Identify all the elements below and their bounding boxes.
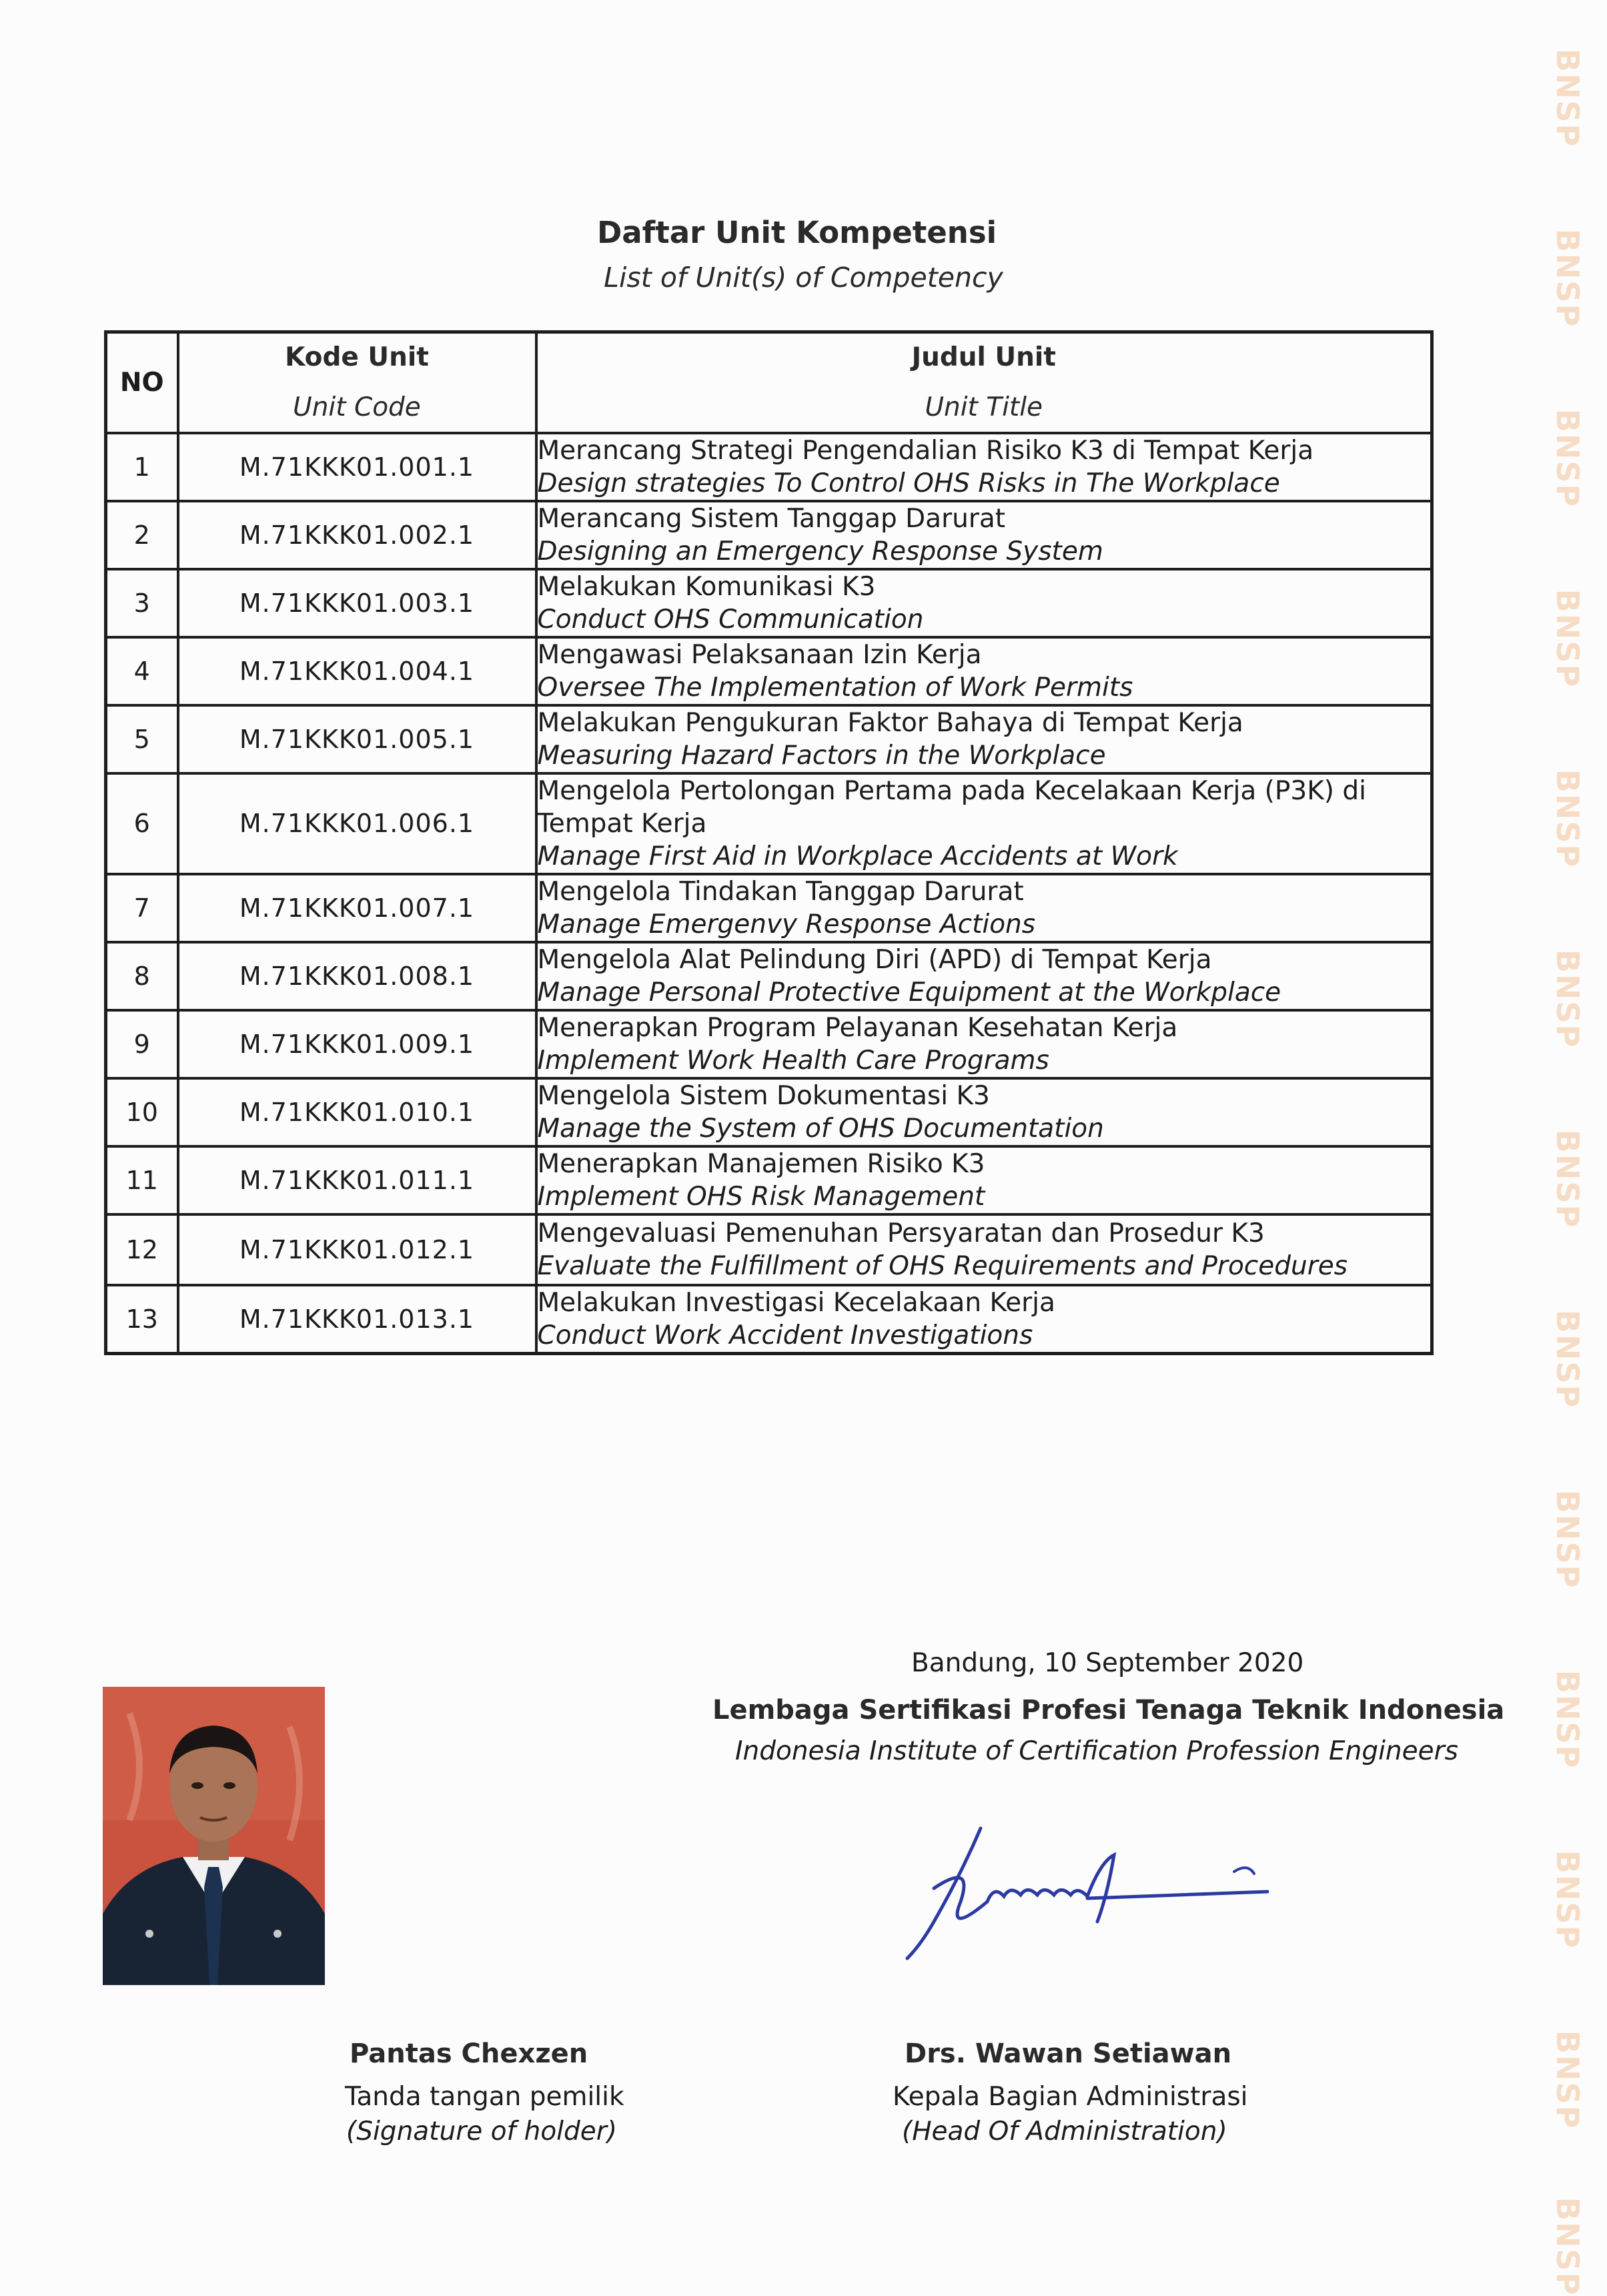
unit-code: M.71KKK01.013.1 — [178, 1285, 536, 1354]
unit-title — [536, 1285, 1432, 1354]
watermark-text: BNSP — [1550, 48, 1586, 148]
unit-title-en: Manage First Aid in Workplace Accidents at Work — [537, 841, 1178, 871]
unit-title-en: Design strategies To Control OHS Risks in The Workplace — [537, 468, 1280, 498]
row-no: 7 — [106, 874, 178, 942]
unit-code: M.71KKK01.004.1 — [178, 637, 536, 705]
unit-title-en: Measuring Hazard Factors in the Workplace — [537, 740, 1106, 771]
handwritten-signature — [894, 1822, 1307, 1968]
unit-code: M.71KKK01.012.1 — [178, 1214, 536, 1285]
issuer-org-name-en: Indonesia Institute of Certification Profession Engineers — [735, 1736, 1458, 1766]
holder-portrait-illustration — [103, 1687, 325, 1985]
holder-role-en: (Signature of holder) — [346, 2117, 618, 2147]
row-no: 13 — [106, 1285, 178, 1354]
watermark-text: BNSP — [1550, 1309, 1586, 1409]
page-subtitle: List of Unit(s) of Competency — [604, 262, 1003, 294]
row-no: 6 — [106, 773, 178, 874]
page-title — [0, 215, 1607, 250]
watermark-text: BNSP — [1550, 1669, 1586, 1770]
row-no: 3 — [106, 569, 178, 637]
unit-title-en: Implement Work Health Care Programs — [537, 1045, 1049, 1076]
unit-title-id: Merancang Sistem Tanggap Darurat — [537, 503, 1006, 534]
header-code-label: Kode Unit — [285, 342, 429, 373]
unit-title-en: Manage the System of OHS Documentation — [537, 1113, 1104, 1144]
unit-title-id: Melakukan Investigasi Kecelakaan Kerja — [537, 1287, 1055, 1318]
table-row — [106, 569, 1432, 637]
unit-title — [536, 1146, 1432, 1214]
unit-code: M.71KKK01.003.1 — [178, 569, 536, 637]
unit-title-id: Mengelola Pertolongan Pertama pada Kecelakaan Kerja (P3K) di Tempat Kerja — [537, 775, 1366, 839]
table-row — [106, 501, 1432, 569]
table-header-row — [106, 332, 1432, 433]
watermark-text: BNSP — [1550, 1850, 1586, 1950]
unit-title — [536, 433, 1432, 501]
watermark-text: BNSP — [1550, 2030, 1586, 2130]
header-title-label-en: Unit Title — [925, 392, 1043, 423]
table-row — [106, 1214, 1432, 1285]
header-no: NO — [106, 332, 178, 433]
unit-title-en: Designing an Emergency Response System — [537, 536, 1103, 566]
table-row — [106, 1146, 1432, 1214]
unit-title — [536, 637, 1432, 705]
watermark-text: BNSP — [1550, 589, 1586, 689]
unit-title-en: Implement OHS Risk Management — [537, 1181, 985, 1212]
unit-title-id: Melakukan Komunikasi K3 — [537, 571, 876, 602]
table-row — [106, 942, 1432, 1010]
unit-title-id: Melakukan Pengukuran Faktor Bahaya di Tempat Kerja — [537, 707, 1243, 738]
unit-title — [536, 1214, 1432, 1285]
unit-code: M.71KKK01.005.1 — [178, 705, 536, 773]
unit-title-id: Menerapkan Manajemen Risiko K3 — [537, 1148, 985, 1179]
watermark-text: BNSP — [1550, 949, 1586, 1049]
table-row — [106, 1285, 1432, 1354]
unit-title — [536, 874, 1432, 942]
unit-title-en: Oversee The Implementation of Work Permits — [537, 672, 1133, 703]
unit-title — [536, 705, 1432, 773]
unit-title-en: Manage Personal Protective Equipment at the Workplace — [537, 977, 1281, 1008]
unit-title — [536, 942, 1432, 1010]
row-no: 5 — [106, 705, 178, 773]
table-row — [106, 1078, 1432, 1146]
header-title — [536, 332, 1432, 433]
row-no: 1 — [106, 433, 178, 501]
unit-title-id: Mengelola Sistem Dokumentasi K3 — [537, 1080, 990, 1111]
holder-photo — [103, 1687, 325, 1985]
unit-code: M.71KKK01.009.1 — [178, 1010, 536, 1078]
unit-code: M.71KKK01.010.1 — [178, 1078, 536, 1146]
unit-title-id: Mengelola Alat Pelindung Diri (APD) di Tempat Kerja — [537, 944, 1212, 975]
unit-code: M.71KKK01.011.1 — [178, 1146, 536, 1214]
unit-code: M.71KKK01.007.1 — [178, 874, 536, 942]
unit-code: M.71KKK01.002.1 — [178, 501, 536, 569]
unit-title-en: Evaluate the Fulfillment of OHS Requirements and Procedures — [537, 1250, 1348, 1281]
row-no: 10 — [106, 1078, 178, 1146]
watermark-text: BNSP — [1550, 408, 1586, 508]
row-no: 4 — [106, 637, 178, 705]
unit-title-en: Manage Emergenvy Response Actions — [537, 909, 1036, 939]
unit-code: M.71KKK01.006.1 — [178, 773, 536, 874]
signatory-name: Drs. Wawan Setiawan — [905, 2038, 1232, 2069]
watermark-text: BNSP — [1550, 769, 1586, 869]
table-row — [106, 433, 1432, 501]
bnsp-watermark — [1534, 0, 1601, 2296]
unit-title-id: Mengelola Tindakan Tanggap Darurat — [537, 876, 1024, 907]
unit-title-id: Mengawasi Pelaksanaan Izin Kerja — [537, 639, 982, 670]
unit-title-en: Conduct OHS Communication — [537, 604, 924, 635]
page-title-text: Daftar Unit Kompetensi — [596, 215, 997, 250]
unit-title — [536, 501, 1432, 569]
signatory-role: Kepala Bagian Administrasi — [893, 2082, 1248, 2112]
watermark-text: BNSP — [1550, 228, 1586, 328]
table-row — [106, 705, 1432, 773]
unit-title — [536, 773, 1432, 874]
unit-title-en: Conduct Work Accident Investigations — [537, 1320, 1033, 1351]
unit-title-id: Menerapkan Program Pelayanan Kesehatan Kerja — [537, 1012, 1178, 1043]
unit-code: M.71KKK01.001.1 — [178, 433, 536, 501]
row-no: 9 — [106, 1010, 178, 1078]
table-row — [106, 874, 1432, 942]
table-row — [106, 637, 1432, 705]
unit-title-id: Mengevaluasi Pemenuhan Persyaratan dan Prosedur K3 — [537, 1218, 1265, 1248]
table-row — [106, 1010, 1432, 1078]
holder-role: Tanda tangan pemilik — [345, 2082, 624, 2112]
unit-title — [536, 1010, 1432, 1078]
table-row — [106, 773, 1432, 874]
header-code-label-en: Unit Code — [293, 392, 421, 423]
header-title-label: Judul Unit — [911, 342, 1056, 373]
place-date: Bandung, 10 September 2020 — [911, 1648, 1304, 1678]
signatory-role-en: (Head Of Administration) — [902, 2117, 1227, 2147]
unit-code: M.71KKK01.008.1 — [178, 942, 536, 1010]
issuer-org-name: Lembaga Sertifikasi Profesi Tenaga Teknik Indonesia — [712, 1695, 1505, 1726]
watermark-text: BNSP — [1550, 2197, 1586, 2296]
watermark-text: BNSP — [1550, 1489, 1586, 1589]
holder-name: Pantas Chexzen — [350, 2038, 588, 2069]
header-code — [178, 332, 536, 433]
row-no: 8 — [106, 942, 178, 1010]
competency-table — [104, 330, 1434, 1355]
unit-title — [536, 1078, 1432, 1146]
watermark-text: BNSP — [1550, 1129, 1586, 1229]
unit-title — [536, 569, 1432, 637]
row-no: 2 — [106, 501, 178, 569]
unit-title-id: Merancang Strategi Pengendalian Risiko K3 di Tempat Kerja — [537, 435, 1314, 466]
row-no: 12 — [106, 1214, 178, 1285]
row-no: 11 — [106, 1146, 178, 1214]
